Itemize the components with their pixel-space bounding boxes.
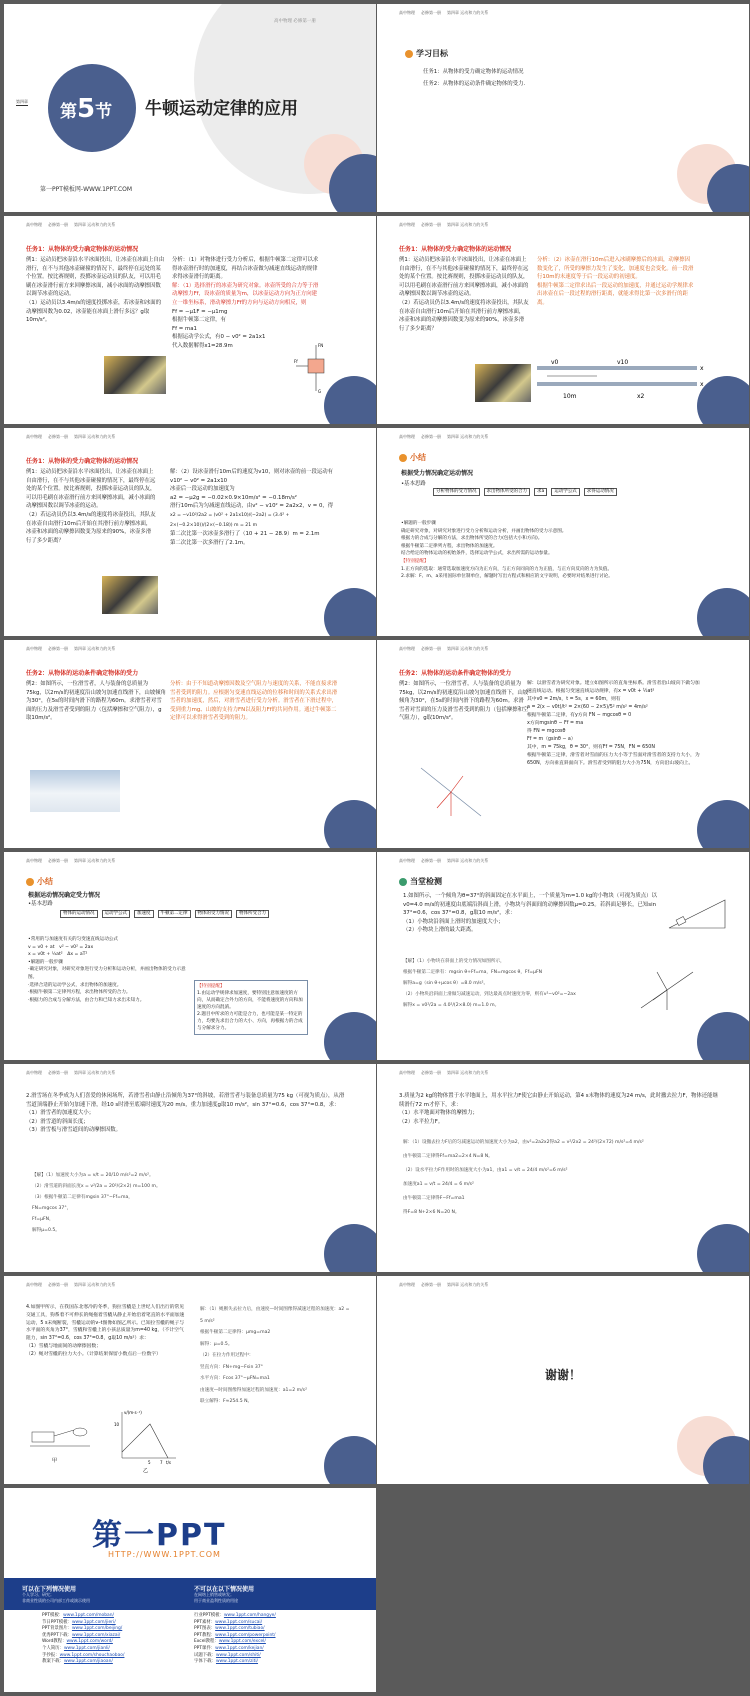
flow-step: 分析物体的受力情况 [433, 488, 480, 496]
goal-item: 任务2：从物体的运动条件确定物体的受力. [423, 81, 526, 87]
answer-text: 【解】（1）小物块在斜面上的受力情况如图所示， 根据牛顿第二定律有：mgsin θ+Ff=ma，FN=mgcos θ，Ff=μFN 解得a=g（sin θ+μcos θ）=8.0 m/s²。 （2）小物块沿斜面上滑做匀减速运动，到达最高点时速度为零，则有v²−v0²=−2ax 解得x = v0²/2a = 4.0²/(2×8.0) m=1.0 m。 [403, 959, 576, 1008]
link-row[interactable]: 个人简历：www.1ppt.com/jianli/ [42, 1645, 110, 1651]
bg-circle [324, 588, 376, 636]
flow-step: 求得运动情况 [584, 488, 617, 496]
link-row[interactable]: 行业PPT模板：www.1ppt.com/hangye/ [194, 1613, 276, 1618]
force-figure [637, 952, 697, 1012]
analysis-text: 分析：由于不知道动摩擦因数及空气阻力与速度的关系，不能直接求滑雪者受到的阻力。应根据匀变速直线运动的位移和时间的关系式求出滑雪者的加速度，然后，对滑雪者进行受力分析。滑雪者在下滑过程中，受到重力mg、山坡的支持力FN以及阻力Ff的共同作用。通过牛顿第二定律可以求得滑雪者受到的阻力。 [170, 681, 338, 722]
link-row[interactable]: PPT素材：www.1ppt.com/sucai/ [194, 1619, 263, 1625]
cannot-list: 在网络上销售或转发； 用于商业盈利性质的用途 [194, 1592, 238, 1603]
link-row[interactable]: 教案下载：www.1ppt.com/jiaoan/ [42, 1659, 113, 1665]
bg-circle [697, 588, 749, 636]
bg-circle [324, 1436, 376, 1484]
tick-label: 10 [114, 1422, 120, 1427]
slide-header: 高中物理 必修第一册 第四章 运动和力的关系 [26, 646, 116, 651]
cannot-title: 不可以在以下情况使用 [194, 1586, 255, 1593]
link-row[interactable]: Word教程：www.1ppt.com/word/ [42, 1639, 113, 1645]
slide-practice2[interactable] [4, 1064, 376, 1272]
slide-header: 高中物理 必修第一册 第四章 运动和力的关系 [399, 1070, 489, 1075]
axis-label: t/s [166, 1460, 171, 1465]
summary-title: 小结 [26, 876, 53, 887]
incline-figure [667, 896, 727, 930]
promo-logo: 第一PPT [92, 1518, 227, 1553]
check-icon [399, 454, 407, 462]
summary-subtitle: 根据受力情况确定运动情况 [401, 470, 474, 477]
label-x2: x2 [637, 393, 645, 400]
answer-text: 解：（1）设撤去拉力F后的匀减速运动的加速度大小为a2，由v²=2a2x2得a2 = v²/2x2 = 24²/(2×72) m/s²=4 m/s² 由牛顿第二定律得Ff=ma2=2×4 N=8 N。 （2）设水平拉力F作用时的加速度大小为a1，由a1 = v/t = 24/4 m/s²=6 m/s² 加速度a1 = v/t = 24/4 = 6 m/s² 由牛顿第二定律得F−Ff=ma1 得F=8 N+2×6 N=20 N。 [403, 1140, 644, 1215]
tips-box: 【特别提醒】 1.由运动学规律求加速度，要特别注意加速度的方向，从而确定合外力的方向，不能将速度的方向和加速度的方向混淆。 2.题目中所求的力可能是合力，也可能是某一特定的力，均要先求出合力的大小、方向，再根据力的合成与分解求分力。 [194, 980, 308, 1035]
slide-practice4[interactable] [4, 1276, 376, 1484]
link-row[interactable]: PPT课件：www.1ppt.com/kejian/ [194, 1645, 264, 1651]
curling-photo [104, 356, 166, 394]
flow-step: 物体所受合力 [236, 910, 269, 918]
slide-header: 高中物理 必修第一册 第四章 运动和力的关系 [399, 858, 489, 863]
slide-example1-b[interactable] [377, 216, 749, 424]
slide-header: 高中物理 必修第一册 第四章 运动和力的关系 [26, 222, 116, 227]
links-panel [4, 1610, 376, 1692]
question-text: 4.如图甲所示，在我国东北寒冷的冬季，狗拉雪橇是上世纪人们出行的常见交通工具，狗系着不可伸长的绳拖着雪橇从静止开始沿着笔直的水平面加速运动，5 s末绳断裂，雪橇运动的v–t图像如图乙所示。已知拉雪橇的绳子与水平面的夹角为37°，雪橇和雪橇上的小孩总质量为m=40 kg，（不计空气阻力，sin 37°=0.6，cos 37°=0.8，g取10 m/s²）求： （1）雪橇与地面间的动摩擦因数； （2）绳对雪橇的拉力大小。（计算结果保留小数点后一位数字） [26, 1305, 185, 1357]
bg-circle [324, 1224, 376, 1272]
link-row[interactable]: PPT教程：www.1ppt.com/powerpoint/ [194, 1632, 276, 1638]
incline-diagram [417, 760, 487, 820]
label-v0: v0 [551, 359, 559, 366]
slide-header: 高中物理 必修第一册 第四章 运动和力的关系 [399, 1282, 489, 1287]
check-icon [26, 878, 34, 886]
can-title: 可以在下列情况使用 [22, 1586, 77, 1593]
goal-item: 任务1：从物体的受力确定物体的运动情况 [423, 69, 524, 75]
solution-text: 解：以滑雪者为研究对象。建立如图所示的直角坐标系。滑雪者沿山坡向下做匀加速直线运动。根据匀变速直线运动规律，有x = v0t + ½at² 其中v0 = 2m/s，t = 5s，x = 60m，则有 a = 2(x − v0t)/t² = 2×(60 − 2×5)/5² m/s² = 4m/s² 根据牛顿第二定律，有y方向 FN − mgcosθ = 0 x方向mgsinθ − Ff = ma 得 FN = mgcosθ Ff = m（gsinθ − a） 其中，m = 75kg，θ = 30°，则有Ff = 75N，FN = 650N 根据牛顿第三定律，滑雪者对雪面的压力大小等于雪面对滑雪者的支持力大小，为650N，方向垂直斜面向下。滑雪者受到的阻力大小为75N，方向沿山坡向上。 [527, 681, 700, 766]
slide-summary1[interactable] [377, 428, 749, 636]
flow-step: 牛顿第二定律 [158, 910, 191, 918]
slide-header: 高中物理 必修第一册 第四章 运动和力的关系 [26, 434, 116, 439]
flow-step: 运动学公式 [551, 488, 580, 496]
slide-header: 高中物理 必修第一册 第四章 运动和力的关系 [399, 222, 489, 227]
fig-label: 乙 [143, 1468, 149, 1474]
flow-step: 物体的运动情况 [60, 910, 98, 918]
question-text: 2.滑雪场在冬季成为人们喜爱的休闲场所，若滑雪者由静止沿倾角为37°的斜坡，若滑雪者与装备总质量为75 kg（可视为质点），从滑雪道顶端静止开始匀加速下滑，经10 s时滑至底端时速度为20 m/s，重力加速度g取10 m/s²，sin 37°=0.6，cos 37°=0.8，求： （1）滑雪者的加速度大小； （2）滑雪道的斜面长度； （3）滑雪板与滑雪道间的动摩擦因数。 [26, 1093, 345, 1134]
bg-circle [697, 800, 749, 848]
label-10m: 10m [563, 393, 577, 400]
solution-text: 解：（2）设冰壶滑行10m后的速度为v10，则对冰壶的前一段运动有v10² − v0² = 2a1x10 冰壶后一段运动的加速度为 a2 = −μ2g = −0.02×0.9×10m/s² = −0.18m/s² 滑行10m后为匀减速直线运动，由v² − v10² = 2a2x2，v = 0，得 x2 = −v10²/2a2 = (v0² + 2a1x10)/(−2a2) = (3.4² + 2×(−0.2×10))/(2×(−0.18)) m = 21 m 第二次比第一次冰壶多滑行了（10 + 21 − 28.9）m = 2.1m 第二次比第一次多滑行了2.1m。 [170, 469, 334, 546]
slide-example1-c[interactable] [4, 428, 376, 636]
practice-title: 当堂检测 [399, 876, 442, 887]
slide-practice1[interactable] [377, 852, 749, 1060]
check-icon [399, 878, 407, 886]
question-text: 1.如图所示，一个倾角为θ=37°的斜面固定在水平面上，一个质量为m=1.0 kg的小物块（可视为质点）以v0=4.0 m/s的初速度由底端沿斜面上滑，小物块与斜面间的动摩擦因数μ=0.25。若斜面足够长，已知sin 37°=0.6，cos 37°=0.8，g取10 m/s²，求： （1）小物块沿斜面上滑时的加速度大小； （2）小物块上滑的最大距离。 [403, 893, 657, 934]
watermark: 高中物理 必修第一册 [274, 19, 316, 24]
example-text: 例1：运动员把冰壶沿水平冰面投出，让冰壶在冰面上自由滑行，在不与其他冰壶碰撞的情况下，最终停在远处的某个位置。按比赛规则，投掷冰壶运动员的队友，可以用毛刷在冰壶滑行前方来回摩擦冰面，减小冰面的动摩擦因数以调节冰壶的运动。 （2）若运动员仍以3.4m/s的速度将冰壶投出，其队友在冰壶自由滑行10m后开始在其滑行前方摩擦冰面，冰壶和冰面的动摩擦因数变为原来的90%，冰壶多滑行了多少距离？ [26, 469, 156, 544]
task-heading: 任务1：从物体的受力确定物体的运动情况 [26, 458, 139, 465]
page-title: 牛顿运动定律的应用 [145, 99, 298, 119]
slide-practice3[interactable] [377, 1064, 749, 1272]
example-text: 例2：如图所示，一位滑雪者，人与装备的总质量为75kg，以2m/s的初速度沿山坡匀加速直线滑下，山坡倾角为30°，在5s的时间内滑下的路程为60m。求滑雪者对雪面的压力及滑雪者受到的阻力（包括摩擦和空气阻力），g取10m/s²。 [26, 681, 166, 722]
links-left [42, 1613, 124, 1666]
slide-header: 高中物理 必修第一册 第四章 运动和力的关系 [26, 1282, 116, 1287]
label-x: x [700, 381, 704, 388]
label-fn: FN [318, 343, 324, 348]
slide-header: 高中物理 必修第一册 第四章 运动和力的关系 [399, 646, 489, 651]
link-row[interactable]: Excel教程：www.1ppt.com/excel/ [194, 1639, 266, 1645]
slide-header: 高中物理 必修第一册 第四章 运动和力的关系 [399, 10, 489, 15]
label-v10: v10 [617, 359, 629, 366]
slide-header: 高中物理 必修第一册 第四章 运动和力的关系 [26, 1070, 116, 1075]
bg-circle [324, 1012, 376, 1060]
label-x: x [700, 365, 704, 372]
answer-text: 【解】（1）加速度大小为a = v/t = 20/10 m/s²=2 m/s²。 （2）滑雪道的斜面长度x = v²/2a = 20²/(2×2) m=100 m。 （3）根据牛顿第二定律有mgsin 37°−Ff=ma， FN=mgcos 37°， Ff=μFN， 解得μ=0.5。 [32, 1173, 161, 1233]
tick-label: 5 [148, 1460, 151, 1465]
flow-label: •基本思路 [401, 481, 426, 487]
link-row[interactable]: PPT图表：www.1ppt.com/tubiao/ [194, 1626, 265, 1632]
cover-footer: 第一PPT模板网-WWW.1PPT.COM [40, 186, 133, 193]
link-row[interactable]: 字体下载：www.1ppt.com/ziti/ [194, 1659, 259, 1665]
slide-example1-a[interactable] [4, 216, 376, 424]
link-row[interactable]: 节日PPT模板：www.1ppt.com/jieri/ [42, 1619, 116, 1625]
chapter-tag: 第四章 [16, 99, 28, 104]
task-heading: 任务2：从物体的运动条件确定物体的受力 [399, 670, 512, 677]
force-diagram [294, 341, 344, 401]
slide-summary2[interactable] [4, 852, 376, 1060]
question-text: 3.质量为2 kg的物体置于水平地面上，用水平拉力F使它由静止开始运动，第4 s末物体的速度为24 m/s，此时撤去拉力F，物体还能继续滑行72 m才停下，求： （1）水平地面对物体的摩擦力； （2）水平拉力F。 [399, 1093, 718, 1125]
axis-label: v/(m·s⁻¹) [124, 1410, 142, 1415]
slide-example2-a[interactable] [4, 640, 376, 848]
fig-label: 甲 [52, 1458, 58, 1464]
slide-promo[interactable] [4, 1488, 376, 1692]
flow-step: 运动学公式 [102, 910, 131, 918]
slide-header: 高中物理 必修第一册 第四章 运动和力的关系 [26, 858, 116, 863]
link-row[interactable]: 试题下载：www.1ppt.com/shiti/ [194, 1652, 261, 1658]
thanks-text: 谢谢！ [544, 1368, 581, 1382]
example-text: 例1：运动员把冰壶沿水平冰面投出，让冰壶在冰面上自由滑行，在不与其他冰壶碰撞的情况下，最终停在远处的某个位置。按比赛规则，投掷冰壶运动员的队友，可以用毛刷在冰壶滑行前方来回摩擦冰面，减小冰面的动摩擦因数以调节冰壶的运动。 （1）运动员以3.4m/s的速度投掷冰壶，若冰壶和冰面的动摩擦因数为0.02，冰壶能在冰面上滑行多远？g取10m/s²。 [26, 257, 165, 324]
task-heading: 任务2：从物体的运动条件确定物体的受力 [26, 670, 139, 677]
label-ff: Ff [294, 359, 298, 364]
promo-footer [4, 1578, 376, 1692]
example-text: 例2：如图所示，一位滑雪者，人与装备的总质量为75kg，以2m/s的初速度沿山坡匀加速直线滑下，山坡倾角为30°，在5s的时间内滑下的路程为60m。求滑雪者对雪面的压力及滑雪者受到的阻力（包括摩擦和空气阻力），g取10m/s²。 [399, 681, 529, 722]
formula-list: •常用的与加速度有关的匀变速直线运动公式 v = v0 + at v² − v0² = 2ax x = v0t + ½at² Δx = aT² •解题的一般步骤 ·确定研究对象，对研究对象进行受力分析和运动分析，并画出物体的受力示意图。 ·选择合适的运动学公式，求出物体的加速度。 ·根据牛顿第二定律列方程，求出物体所受的合力。 ·根据力的合成与分解方法，由合力和已知力求出未知力。 [28, 937, 186, 1003]
skier-photo [30, 770, 120, 812]
label-g: G [318, 389, 322, 394]
flow-diagram [433, 488, 617, 496]
flow-step: 物体的受力情况 [195, 910, 233, 918]
analysis-text: 分析：（1）对物体进行受力分析后，根据牛顿第二定律可以求得冰壶滑行时的加速度，再结合冰壶做匀减速直线运动的规律求得冰壶滑行的距离。 解：（1）选择滑行的冰壶为研究对象。冰壶所受的合力等于滑动摩擦力Ff，设冰壶的质量为m，以冰壶运动方向为正方向建立一维坐标系，滑动摩擦力Ff的方向与运动方向相反，则 Ff = −μ1F = −μ1mg 根据牛顿第二定律，有 Ff = ma1 根据运动学公式，有0 − v0² = 2a1x1 代入数据解得x1=28.9m [172, 257, 319, 349]
task-heading: 任务1：从物体的受力确定物体的运动情况 [399, 246, 512, 253]
slide-example2-b[interactable] [377, 640, 749, 848]
promo-url: HTTP://WWW.1PPT.COM [108, 1550, 221, 1559]
flow-diagram [60, 910, 269, 918]
link-row[interactable]: PPT背景图片：www.1ppt.com/beijing/ [42, 1626, 123, 1632]
slide-cover[interactable] [4, 4, 376, 212]
link-row[interactable]: 手抄报：www.1ppt.com/shouchaobao/ [42, 1652, 125, 1658]
bg-circle [324, 800, 376, 848]
sled-figure [30, 1406, 180, 1476]
slide-header: 高中物理 必修第一册 第四章 运动和力的关系 [399, 434, 489, 439]
curling-photo [102, 576, 158, 614]
example-text: 例1：运动员把冰壶沿水平冰面投出，让冰壶在冰面上自由滑行，在不与其他冰壶碰撞的情况下，最终停在远处的某个位置。按比赛规则，投掷冰壶运动员的队友，可以用毛刷在冰壶滑行前方来回摩擦冰面，减小冰面的动摩擦因数以调节冰壶的运动。 （2）若运动员仍以3.4m/s的速度将冰壶投出，其队友在冰壶自由滑行10m后开始在其滑行前方摩擦冰面，冰壶和冰面的动摩擦因数变为原来的90%，冰壶多滑行了多少距离？ [399, 257, 529, 332]
link-row[interactable]: 优秀PPT下载：www.1ppt.com/xiazai/ [42, 1632, 121, 1638]
flow-step: 求a [534, 488, 547, 496]
tick-label: 7 [160, 1460, 163, 1465]
summary-title: 小结 [399, 452, 426, 463]
can-list: 个人学习、研究； 非商业性质的公司内部工作或演示使用 [22, 1592, 90, 1603]
task-heading: 任务1：从物体的受力确定物体的运动情况 [26, 246, 139, 253]
flow-step: 求出物体所受的合力 [484, 488, 531, 496]
steps-list: •解题的一般步骤 确定研究对象，对研究对象进行受力分析和运动分析，并画出物体的受力示意图。 根据力的合成与分解的方法，求出物体所受的合力(包括大小和方向)。 根据牛顿第二定律列方程，求出物体的加速度。 结合给定的物体运动的初始条件，选择运动学公式，求出所需的运动参量。 【特别提醒】 1.正方向的选取：通常选取加速度方向为正方向，与正方向同向的力为正值，与正方向反向的力为负值。 2.求解：F、m、a采用国际单位制单位，解题时写出方程式和相应的文字说明，必要时对结果进行讨论。 [401, 521, 613, 580]
bg-circle [697, 1012, 749, 1060]
motion-diagram [537, 354, 707, 404]
analysis-text: 分析：（2）冰壶在滑行10m后进入冰刷摩擦后的冰面，动摩擦因数变化了，所受的摩擦力发生了变化，加速度也会变化。前一段滑行10m的末速度等于后一段运动的初速度。 根据牛顿第二定律求出后一段运动的加速度，并通过运动学规律求出冰壶在后一段过程的滑行距离，就能求得比第一次多滑行的距离。 [537, 257, 694, 306]
slide-goals[interactable] [377, 4, 749, 212]
flow-step: 加速度 [134, 910, 154, 918]
flow-label: •基本思路 [28, 901, 53, 907]
bg-circle [697, 1224, 749, 1272]
curling-photo [475, 364, 531, 402]
answer-text: 解：（1）绳断失去拉力后，由速度—时间图像得减速过程的加速度：a2 = 5 m/s² 根据牛顿第二定律得：μmg=ma2 解得：μ=0.5。 （2）在拉力作用过程中： 竖直方向：FN+mg−Fsin 37° 水平方向：Fcos 37°−μFN=ma1 由速度—时间图像得加速过程的加速度：a1=2 m/s² 联立解得：F≈254.5 N。 [200, 1307, 350, 1404]
summary-subtitle: 根据运动情况确定受力情况 [28, 892, 101, 899]
section-label: 第5节 [60, 94, 113, 124]
promo-header [4, 1488, 376, 1578]
link-row[interactable]: PPT模板：www.1ppt.com/moban/ [42, 1613, 114, 1618]
slide-thanks[interactable] [377, 1276, 749, 1484]
check-icon [405, 50, 413, 58]
goals-title: 学习目标 [405, 48, 448, 59]
links-right [194, 1613, 276, 1666]
